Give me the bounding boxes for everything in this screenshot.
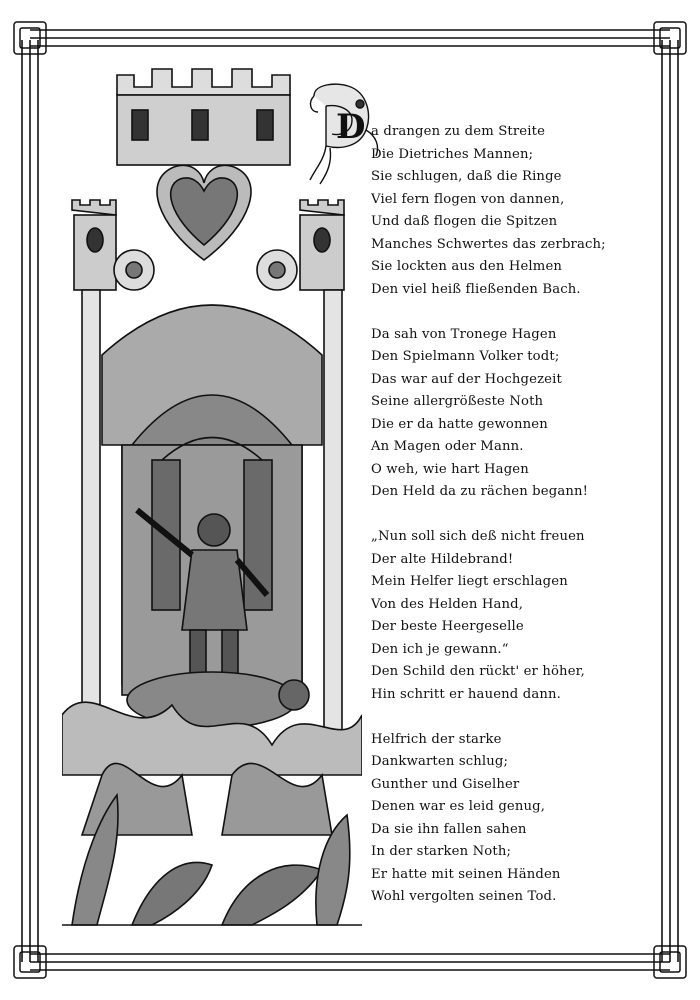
poem-line: Mein Helfer liegt erschlagen <box>371 574 568 589</box>
poem-text <box>371 121 671 909</box>
poem-line: Sie schlugen, daß die Ringe <box>371 169 562 184</box>
poem-line: Helfrich der starke <box>371 731 502 747</box>
poem-line: Der alte Hildebrand! <box>371 551 514 567</box>
poem-line: In der starken Noth; <box>371 844 512 859</box>
poem-line: Den viel heiß fließenden Bach. <box>371 281 581 297</box>
poem-line: Er hatte mit seinen Händen <box>371 866 561 882</box>
poem-line: Den Held da zu rächen begann! <box>371 484 589 499</box>
poem-line: Den Spielmann Volker todt; <box>371 349 560 364</box>
poem-line: Viel fern flogen von dannen, <box>371 191 565 207</box>
poem-line: Die er da hatte gewonnen <box>371 416 548 432</box>
poem-line: „Nun soll sich deß nicht freuen <box>371 529 585 544</box>
poem-line: Der beste Heergeselle <box>371 619 524 634</box>
poem-line: Seine allergrößeste Noth <box>371 394 544 409</box>
poem-line: O weh, wie hart Hagen <box>371 461 529 477</box>
poem-line: Da sie ihn fallen sahen <box>371 821 527 837</box>
poem-line: Gunther und Giselher <box>371 776 520 792</box>
initial-letter-glyph: D <box>336 107 366 147</box>
poem-line: An Magen oder Mann. <box>371 439 524 454</box>
poem-line: Wohl vergolten seinen Tod. <box>371 889 557 904</box>
poem-line: Manches Schwertes das zerbrach; <box>371 236 606 252</box>
poem-line: Sie lockten aus den Helmen <box>371 259 563 274</box>
stanza-3 <box>371 526 671 706</box>
stanza-1 <box>371 121 671 301</box>
poem-line: a drangen zu dem Streite <box>371 124 546 139</box>
poem-line: Da sah von Tronege Hagen <box>371 326 557 342</box>
poem-line: Hin schritt er hauend dann. <box>371 686 561 702</box>
poem-line: Und daß flogen die Spitzen <box>371 214 558 229</box>
poem-line: Das war auf der Hochgezeit <box>371 371 562 387</box>
poem-line: Dankwarten schlug; <box>371 754 509 769</box>
stanza-4 <box>371 729 671 909</box>
poem-line: Den Schild den rückt' er höher, <box>371 664 585 679</box>
poem-line: Denen war es leid genug, <box>371 799 546 814</box>
poem-line: Die Dietriches Mannen; <box>371 146 534 162</box>
stanza-2 <box>371 324 671 504</box>
poem-line: Den ich je gewann.“ <box>371 641 509 657</box>
poem-line: Von des Helden Hand, <box>371 596 524 612</box>
